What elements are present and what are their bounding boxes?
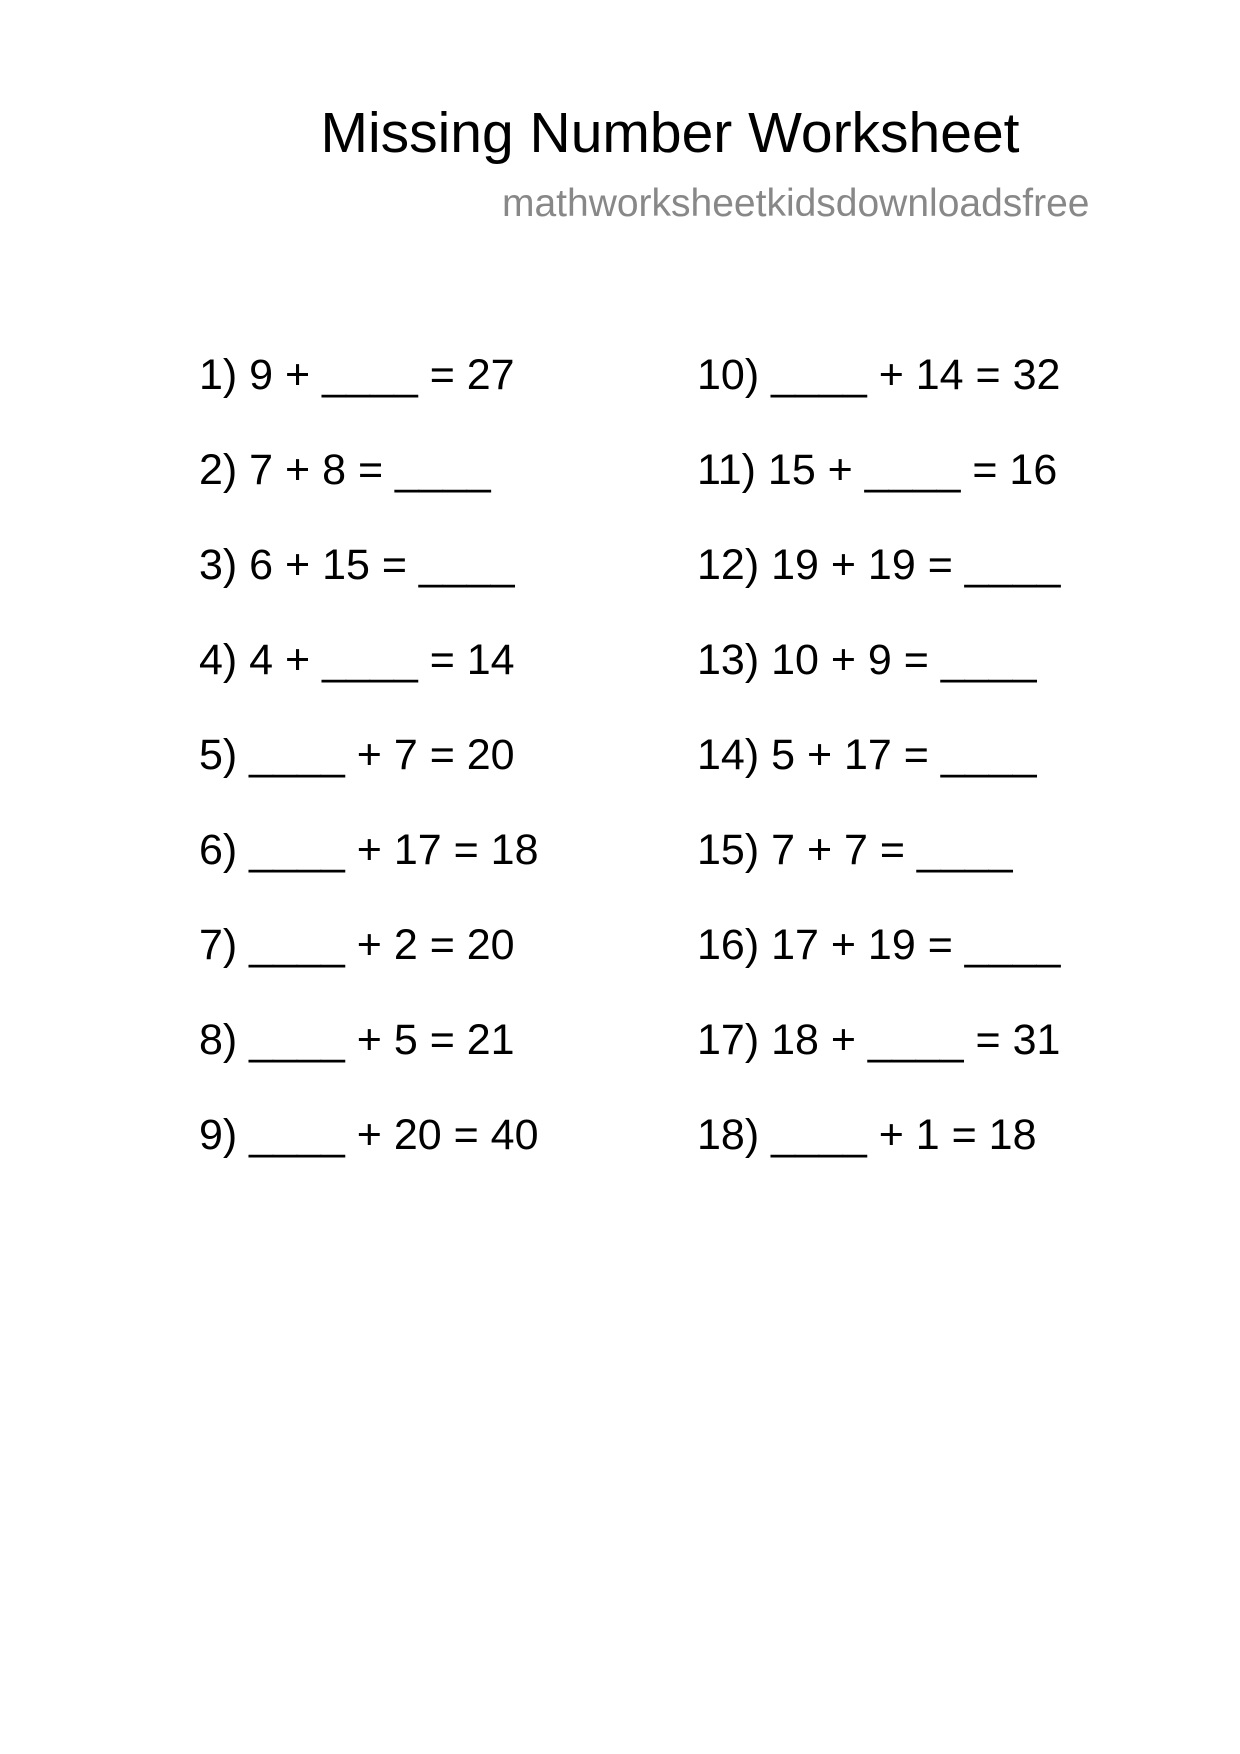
worksheet-title: Missing Number Worksheet [320, 101, 1020, 165]
problem-5: 5) ____ + 7 = 20 [199, 731, 515, 779]
problem-10: 10) ____ + 14 = 32 [697, 351, 1061, 399]
problems-column-left [199, 345, 539, 1200]
problem-14: 14) 5 + 17 = ____ [697, 731, 1037, 779]
problem-11: 11) 15 + ____ = 16 [697, 446, 1058, 494]
problem-12: 12) 19 + 19 = ____ [697, 541, 1061, 589]
problems-column-right [697, 345, 1060, 1200]
problem-2: 2) 7 + 8 = ____ [199, 446, 491, 494]
problem-8: 8) ____ + 5 = 21 [199, 1016, 515, 1064]
problem-16: 16) 17 + 19 = ____ [697, 921, 1061, 969]
problem-4: 4) 4 + ____ = 14 [199, 636, 515, 684]
worksheet-source: mathworksheetkidsdownloadsfree [502, 182, 1090, 225]
problem-6: 6) ____ + 17 = 18 [199, 826, 539, 874]
problem-9: 9) ____ + 20 = 40 [199, 1111, 539, 1159]
problem-18: 18) ____ + 1 = 18 [697, 1111, 1037, 1159]
problem-7: 7) ____ + 2 = 20 [199, 921, 515, 969]
problem-13: 13) 10 + 9 = ____ [697, 636, 1037, 684]
problem-15: 15) 7 + 7 = ____ [697, 826, 1013, 874]
problem-3: 3) 6 + 15 = ____ [199, 541, 515, 589]
problem-17: 17) 18 + ____ = 31 [697, 1016, 1061, 1064]
problem-1: 1) 9 + ____ = 27 [199, 351, 515, 399]
